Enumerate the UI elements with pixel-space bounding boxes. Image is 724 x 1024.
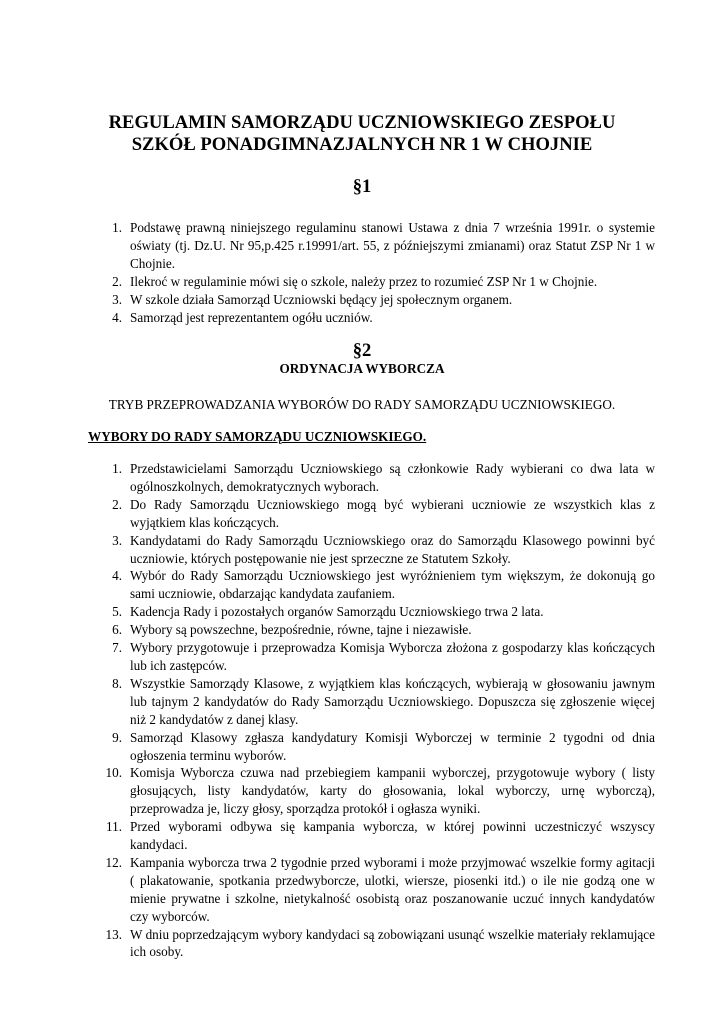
list-item-number: 1 . bbox=[88, 219, 122, 237]
list-item bbox=[0, 219, 724, 273]
list-item-text: Przedstawicielami Samorządu Uczniowskiego są członkowie Rady wybierani co dwa lata w ogólnoszkolnych, demokratycznych wyborach. bbox=[130, 461, 655, 494]
list-item bbox=[0, 764, 724, 818]
list-item-text: Podstawę prawną niniejszego regulaminu stanowi Ustawa z dnia 7 września 1991r. o systemie oświaty (tj. Dz.U. Nr 95,p.425 r.19991/art. 55, z późniejszymi zmianami) oraz Statut ZSP Nr 1 w Chojnie. bbox=[130, 220, 655, 271]
list-item-number: 4 . bbox=[88, 309, 122, 327]
list-item bbox=[0, 729, 724, 765]
section-2-subtitle: ORDYNACJA WYBORCZA bbox=[279, 361, 445, 376]
list-item-text: Wybory są powszechne, bezpośrednie, równe, tajne i niezawisłe. bbox=[130, 622, 472, 638]
list-item bbox=[0, 309, 724, 327]
list-item bbox=[0, 460, 724, 496]
list-item bbox=[0, 854, 724, 926]
list-item-number: 5 . bbox=[88, 603, 122, 621]
list-item bbox=[0, 621, 724, 639]
list-item-number: 3 . bbox=[88, 291, 122, 309]
document-title-line-2: SZKÓŁ PONADGIMNAZJALNYCH NR 1 W CHOJNIE bbox=[131, 134, 593, 155]
list-item-text: Wszystkie Samorządy Klasowe, z wyjątkiem klas kończących, wybierają w głosowaniu jawnym lub tajnym 2 kandydatów do Rady Samorządu Uczniowskiego. Dopuszcza się zgłoszenie więcej niż 2 kandydatów z danej klasy. bbox=[130, 675, 655, 727]
list-item-text: Komisja Wyborcza czuwa nad przebiegiem kampanii wyborczej, przygotowuje wybory ( listy głosujących, listy kandydatów, karty do głosowania, lokal wyborczy, urnę wyborczą), przeprowadza je, liczy głosy, sporządza protokół i ogłasza wyniki. bbox=[130, 765, 655, 817]
list-item bbox=[0, 818, 724, 854]
elections-mode-text: TRYB PRZEPROWADZANIA WYBORÓW DO RADY SAMORZĄDU UCZNIOWSKIEGO. bbox=[108, 397, 616, 412]
list-item-text: Kampania wyborcza trwa 2 tygodnie przed wyborami i może przyjmować wszelkie formy agitacji ( plakatowanie, spotkania przedwyborcze, ulotki, wiersze, piosenki itd.) o ile nie godzą one w mienie prywatne i szkolne, nietykalność osobistą oraz poszanowanie uczuć innych kandydatów czy wyborców. bbox=[130, 854, 655, 924]
list-item-number: 2 . bbox=[88, 496, 122, 514]
list-item-number: 13 . bbox=[88, 926, 122, 944]
list-item bbox=[0, 675, 724, 729]
list-item-number: 8 . bbox=[88, 675, 122, 693]
list-item-text: Kandydatami do Rady Samorządu Uczniowskiego oraz do Samorządu Klasowego powinni być uczniowie, których postępowanie nie jest sprzeczne ze Statutem Szkoły. bbox=[130, 532, 655, 566]
list-item-text: Samorząd jest reprezentantem ogółu uczniów. bbox=[130, 309, 373, 325]
document-title-line-1: REGULAMIN SAMORZĄDU UCZNIOWSKIEGO ZESPOŁU bbox=[108, 112, 616, 133]
list-item bbox=[0, 496, 724, 532]
list-item-text: W szkole działa Samorząd Uczniowski będący jej społecznym organem. bbox=[130, 291, 513, 307]
elections-list bbox=[0, 460, 724, 961]
section-2-heading: §2 bbox=[352, 340, 372, 361]
list-item bbox=[0, 532, 724, 568]
list-item-number: 12 . bbox=[88, 854, 122, 872]
list-item bbox=[0, 603, 724, 621]
list-item-number: 7 . bbox=[88, 639, 122, 657]
list-item-number: 3 . bbox=[88, 532, 122, 550]
list-item bbox=[0, 273, 724, 291]
section-1-heading: §1 bbox=[352, 176, 372, 197]
list-item-number: 9 . bbox=[88, 729, 122, 747]
list-item bbox=[0, 639, 724, 675]
elections-heading: WYBORY DO RADY SAMORZĄDU UCZNIOWSKIEGO. bbox=[88, 429, 427, 444]
section-1-list bbox=[0, 219, 724, 326]
list-item-text: Ilekroć w regulaminie mówi się o szkole, należy przez to rozumieć ZSP Nr 1 w Chojnie. bbox=[130, 273, 598, 289]
list-item-number: 4 . bbox=[88, 567, 122, 585]
list-item-text: Wybór do Rady Samorządu Uczniowskiego jest wyróżnieniem tym większym, że dokonują go sami uczniowie, obdarzając kandydata zaufaniem. bbox=[130, 568, 655, 602]
list-item-number: 6 . bbox=[88, 621, 122, 639]
list-item-number: 11 . bbox=[88, 818, 122, 836]
list-item bbox=[0, 567, 724, 603]
list-item-text: W dniu poprzedzającym wybory kandydaci są zobowiązani usunąć wszelkie materiały reklamujące ich osoby. bbox=[130, 926, 655, 960]
list-item-text: Kadencja Rady i pozostałych organów Samorządu Uczniowskiego trwa 2 lata. bbox=[130, 604, 544, 620]
list-item-text: Przed wyborami odbywa się kampania wyborcza, w której powinni uczestniczyć wszyscy kandydaci. bbox=[130, 819, 655, 853]
list-item-text: Samorząd Klasowy zgłasza kandydatury Komisji Wyborczej w terminie 2 tygodni od dnia ogłoszenia terminu wyborów. bbox=[130, 729, 655, 763]
list-item-number: 2 . bbox=[88, 273, 122, 291]
list-item-number: 10 . bbox=[88, 764, 122, 782]
list-item bbox=[0, 291, 724, 309]
list-item-text: Wybory przygotowuje i przeprowadza Komisja Wyborcza złożona z gospodarzy klas kończących lub ich zastępców. bbox=[130, 640, 655, 673]
list-item-number: 1 . bbox=[88, 460, 122, 478]
list-item-text: Do Rady Samorządu Uczniowskiego mogą być wybierani uczniowie ze wszystkich klas z wyjątkiem klas kończących. bbox=[130, 496, 655, 530]
list-item bbox=[0, 926, 724, 962]
